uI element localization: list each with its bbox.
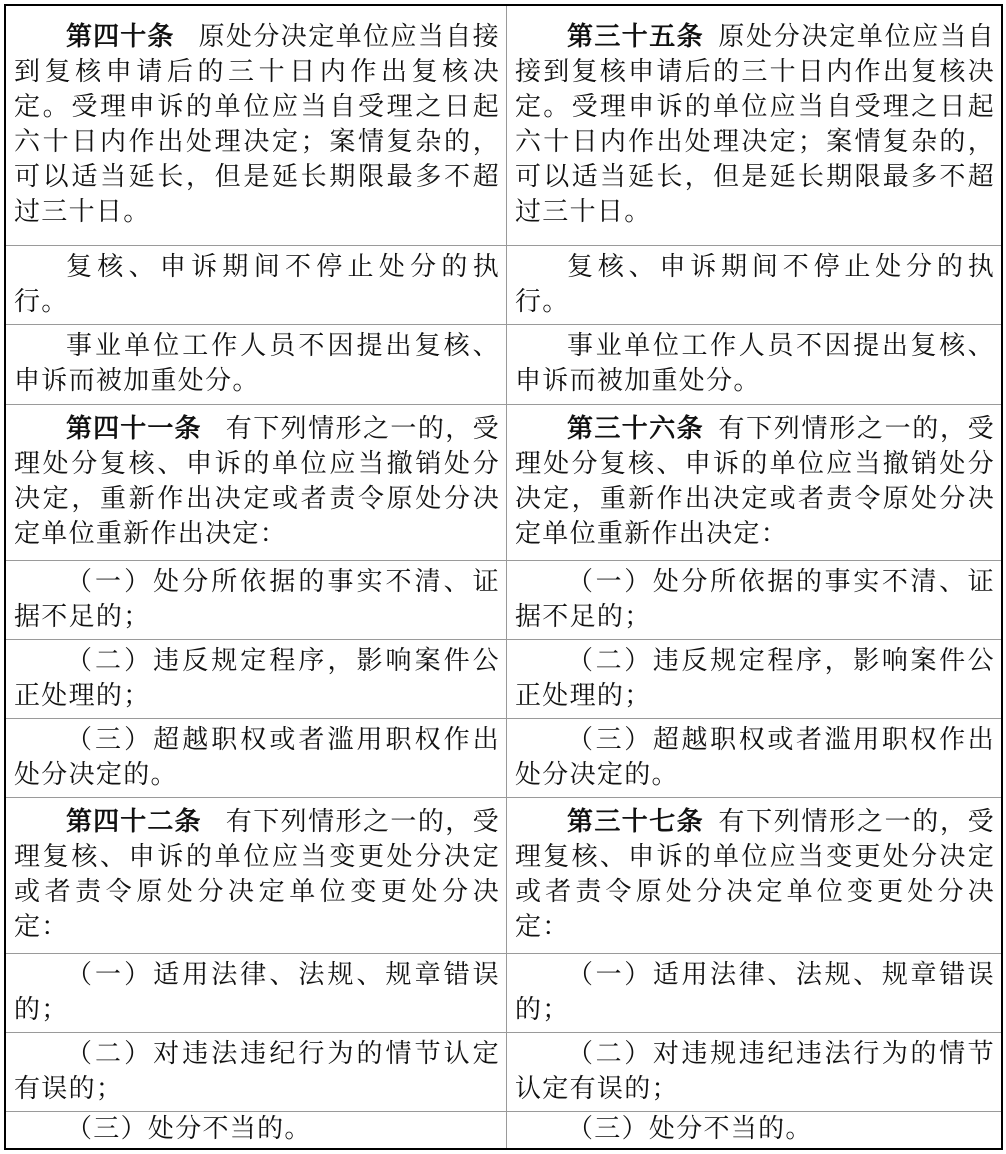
article-number: 第三十五条 <box>567 22 704 53</box>
table-row <box>5 718 1002 797</box>
paragraph <box>14 20 500 230</box>
new-text-cell <box>507 639 1003 718</box>
paragraph: （三）超越职权或者滥用职权作出处分决定的。 <box>14 724 500 790</box>
article-text: 有下列情形之一的，受理复核、申诉的单位应当变更处分决定或者责令原处分决定单位变更处分决定： <box>515 807 995 942</box>
table-row <box>5 324 1002 404</box>
article-text: 原处分决定单位应当自接到复核申请后的三十日内作出复核决定。受理申诉的单位应当自受理之日起六十日内作出处理决定；案情复杂的，可以适当延长，但是延长期限最多不超过三十日。 <box>515 22 995 228</box>
paragraph: （三）处分不当的。 <box>567 1114 813 1145</box>
paragraph: （一）适用法律、法规、规章错误的； <box>515 959 995 1025</box>
table-row <box>5 1032 1002 1111</box>
paragraph: （二）对违法违纪行为的情节认定有误的； <box>14 1038 500 1104</box>
paragraph <box>14 412 500 552</box>
table-row <box>5 560 1002 639</box>
new-text-cell <box>507 404 1003 560</box>
new-text-cell <box>507 560 1003 639</box>
paragraph: 事业单位工作人员不因提出复核、申诉而被加重处分。 <box>515 331 995 396</box>
paragraph <box>515 20 995 230</box>
new-text-cell <box>507 245 1003 324</box>
paragraph <box>515 412 995 552</box>
paragraph <box>515 805 995 945</box>
old-text-cell <box>5 1032 507 1111</box>
paragraph <box>14 805 500 945</box>
table-row <box>5 797 1002 953</box>
table-row <box>5 5 1002 245</box>
paragraph: （二）违反规定程序，影响案件公正处理的； <box>14 645 500 711</box>
new-text-cell <box>507 718 1003 797</box>
old-text-cell <box>5 404 507 560</box>
old-text-cell <box>5 560 507 639</box>
old-text-cell <box>5 324 507 404</box>
old-text-cell <box>5 245 507 324</box>
old-text-cell <box>5 639 507 718</box>
old-text-cell <box>5 5 507 245</box>
table-row <box>5 245 1002 324</box>
paragraph: 复核、申诉期间不停止处分的执行。 <box>515 251 995 317</box>
old-text-cell <box>5 797 507 953</box>
article-number: 第四十条 <box>66 22 175 53</box>
new-text-cell <box>507 1111 1003 1149</box>
new-text-cell <box>507 797 1003 953</box>
comparison-table <box>4 4 1003 1150</box>
new-text-cell <box>507 5 1003 245</box>
article-number: 第四十二条 <box>66 807 202 837</box>
table-row <box>5 404 1002 560</box>
paragraph: （三）超越职权或者滥用职权作出处分决定的。 <box>515 724 995 790</box>
new-text-cell <box>507 1032 1003 1111</box>
table-row <box>5 639 1002 718</box>
paragraph: 复核、申诉期间不停止处分的执行。 <box>14 251 500 317</box>
article-text: 原处分决定单位应当自接到复核申请后的三十日内作出复核决定。受理申诉的单位应当自受理之日起六十日内作出处理决定；案情复杂的，可以适当延长，但是延长期限最多不超过三十日。 <box>14 22 500 228</box>
paragraph: （一）适用法律、法规、规章错误的； <box>14 959 500 1025</box>
paragraph: （二）违反规定程序，影响案件公正处理的； <box>515 645 995 711</box>
article-text: 有下列情形之一的，受理处分复核、申诉的单位应当撤销处分决定，重新作出决定或者责令原处分决定单位重新作出决定： <box>14 414 500 549</box>
old-text-cell <box>5 1111 507 1149</box>
paragraph: （一）处分所依据的事实不清、证据不足的； <box>14 566 500 632</box>
paragraph: 事业单位工作人员不因提出复核、申诉而被加重处分。 <box>14 331 500 396</box>
old-text-cell <box>5 718 507 797</box>
paragraph: （三）处分不当的。 <box>66 1114 312 1145</box>
article-number: 第三十七条 <box>567 807 704 837</box>
old-text-cell <box>5 953 507 1032</box>
article-text: 有下列情形之一的，受理复核、申诉的单位应当变更处分决定或者责令原处分决定单位变更处分决定： <box>14 807 500 942</box>
new-text-cell <box>507 953 1003 1032</box>
article-number: 第三十六条 <box>567 414 704 444</box>
new-text-cell <box>507 324 1003 404</box>
paragraph: （二）对违规违纪违法行为的情节认定有误的； <box>515 1038 995 1104</box>
table-row <box>5 1111 1002 1149</box>
paragraph: （一）处分所依据的事实不清、证据不足的； <box>515 566 995 632</box>
table-row <box>5 953 1002 1032</box>
article-number: 第四十一条 <box>66 414 202 444</box>
article-text: 有下列情形之一的，受理处分复核、申诉的单位应当撤销处分决定，重新作出决定或者责令原处分决定单位重新作出决定： <box>515 414 995 549</box>
